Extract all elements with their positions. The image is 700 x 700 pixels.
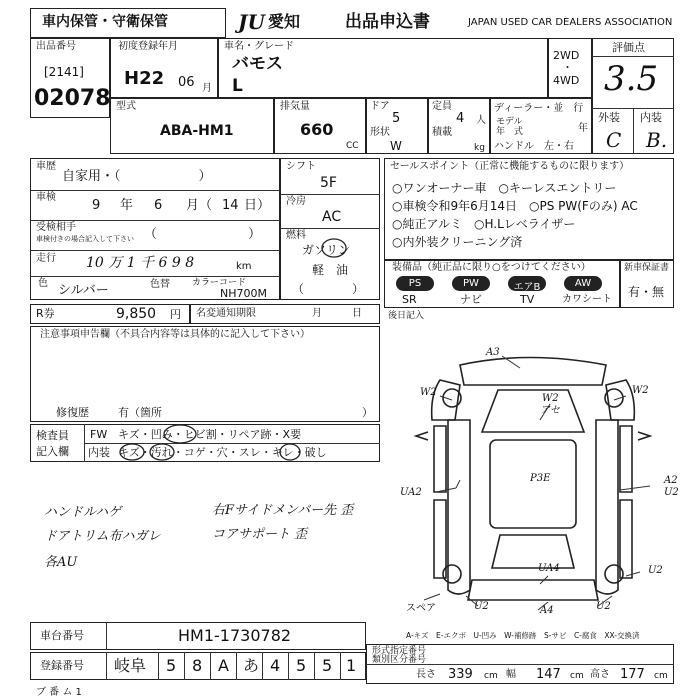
checker-fw-items: キズ・凹み・ヒビ割・リペア跡・X要 bbox=[118, 428, 302, 441]
plate-digit: 1 bbox=[346, 656, 357, 675]
protection-label: 新車保証書 bbox=[624, 263, 670, 273]
mileage-value: 10 万 1 千 6 9 8 bbox=[86, 255, 195, 271]
shape-label: 形状 bbox=[370, 127, 390, 138]
damage-mark: UA4 bbox=[538, 563, 560, 574]
damage-mark: W2 bbox=[542, 393, 559, 404]
registration-month-unit: 月 bbox=[202, 83, 212, 94]
height-value: 177 bbox=[620, 667, 645, 682]
handwritten-note: コアサポート 歪 bbox=[212, 527, 308, 542]
recycle-unit: 円 bbox=[170, 308, 181, 321]
plate-region: 岐阜 bbox=[114, 656, 147, 675]
exterior-score: C bbox=[606, 128, 622, 152]
checker-label-2: 記入欄 bbox=[36, 445, 69, 458]
shift-value: 5F bbox=[320, 175, 337, 191]
equipment-badge-airbag: エアB bbox=[508, 276, 546, 291]
selling-points-title: セールスポイント（正常に機能するものに限ります） bbox=[390, 161, 630, 172]
inspection-month: 6 bbox=[154, 198, 163, 213]
height-label: 高さ bbox=[590, 669, 610, 680]
color-code-value: NH700M bbox=[220, 287, 267, 300]
length-label: 長さ bbox=[416, 669, 436, 680]
score-value: 3.5 bbox=[604, 59, 659, 99]
displacement-value: 660 bbox=[300, 120, 334, 139]
ac-label: 冷房 bbox=[286, 196, 306, 207]
dimensions-class-label: 類別区分番号 bbox=[372, 655, 427, 665]
model-grade: L bbox=[232, 76, 243, 96]
repair-close: ） bbox=[362, 406, 373, 419]
fuel-diesel: 軽 油 bbox=[312, 263, 349, 277]
inspection-year-unit: 年 bbox=[120, 198, 134, 213]
org-name: 愛知 bbox=[268, 12, 301, 31]
ju-logo: JU bbox=[238, 10, 265, 34]
checker-fw-label: FW bbox=[90, 428, 108, 441]
repair-label: 修復歴 bbox=[56, 406, 89, 419]
damage-mark: P3E bbox=[530, 473, 551, 484]
plate-digit: 5 bbox=[166, 656, 177, 675]
damage-mark: W2 bbox=[632, 385, 649, 396]
dealer-year: 年 式 bbox=[496, 127, 524, 137]
inspection-year: 9 bbox=[92, 198, 101, 213]
load-label: 積載 bbox=[432, 127, 452, 138]
dimensions-header: 形式指定番号 bbox=[372, 646, 427, 656]
score-label: 評価点 bbox=[612, 41, 645, 54]
usage-value: 自家用・（ ） bbox=[62, 169, 212, 184]
damage-mark: アセ bbox=[540, 405, 560, 416]
tax-label: 名変通知期限 bbox=[196, 308, 256, 319]
inspection-day: 14 bbox=[222, 198, 239, 213]
fuel-gasoline: ガソリン bbox=[302, 243, 351, 257]
handwritten-note: ドアトリム布ハガレ bbox=[44, 529, 161, 544]
shape-value: W bbox=[390, 139, 402, 153]
lot-number: 02078 bbox=[34, 86, 111, 111]
rear-seat-label: 後日記入 bbox=[388, 311, 425, 321]
selling-point-line: ○内外装クリーニング済 bbox=[392, 235, 523, 249]
damage-mark: A3 bbox=[486, 347, 500, 358]
damage-legend: A-キズ E-エクボ U-凹み W-補修跡 S-サビ C-腐食 XX-交換済 bbox=[406, 631, 640, 640]
displacement-label: 排気量 bbox=[280, 101, 310, 112]
color-change-label: 色替 bbox=[150, 279, 170, 290]
inspection-label: 車検 bbox=[36, 192, 56, 203]
registration-label: 初度登録年月 bbox=[118, 41, 178, 52]
bottom-strip: ブ 番 ム 1 bbox=[36, 687, 82, 698]
model-label: 車名・グレード bbox=[224, 41, 294, 52]
repair-value: 有（箇所 bbox=[118, 406, 162, 419]
color-value: シルバー bbox=[58, 283, 109, 298]
capacity-value: 4 bbox=[456, 111, 465, 126]
equipment-badge-ps: PS bbox=[396, 276, 434, 291]
fuel-label: 燃料 bbox=[286, 230, 306, 241]
equipment-item-sr: SR bbox=[402, 293, 417, 306]
equipment-item-seat: カワシート bbox=[562, 294, 612, 305]
protection-value: 有・無 bbox=[628, 285, 665, 299]
form-title: 出品申込書 bbox=[345, 12, 430, 32]
load-unit: kg bbox=[474, 143, 485, 153]
spare-label: スペア bbox=[406, 603, 436, 614]
selling-point-line: ○純正アルミ ○H.Lレベライザー bbox=[392, 217, 576, 231]
checker-in-label: 内装 bbox=[88, 446, 110, 459]
dealer-handle: ハンドル 左・右 bbox=[494, 141, 574, 152]
equipment-item-tv: TV bbox=[520, 293, 535, 306]
association-name: JAPAN USED CAR DEALERS ASSOCIATION bbox=[468, 17, 673, 28]
equipment-title: 装備品（純正品に限り○をつけてください） bbox=[392, 262, 591, 273]
exterior-label: 外装 bbox=[598, 111, 620, 124]
fuel-other: （ ） bbox=[292, 282, 365, 296]
drive-2wd: 2WD bbox=[553, 49, 580, 62]
storage-label: 車内保管・守衛保管 bbox=[42, 14, 168, 30]
drive-4wd: 4WD bbox=[553, 74, 580, 87]
inspection-month-unit: 月（ bbox=[186, 198, 213, 213]
doors-value: 5 bbox=[392, 111, 401, 126]
width-value: 147 bbox=[536, 667, 561, 682]
receipt-value: （ ） bbox=[144, 227, 262, 242]
tax-month-unit: 月 bbox=[312, 308, 322, 319]
equipment-badge-aw: AW bbox=[564, 276, 602, 291]
equipment-badge-pw: PW bbox=[452, 276, 490, 291]
model-name: バモス bbox=[232, 54, 283, 74]
usage-label: 車歴 bbox=[36, 161, 56, 172]
selling-point-line: ○ワンオーナー車 ○キーレスエントリー bbox=[392, 181, 617, 195]
plate-digit: A bbox=[218, 656, 229, 675]
handwritten-note: 右Fサイドメンバー先 歪 bbox=[212, 503, 354, 518]
handwritten-note: 各AU bbox=[44, 555, 78, 570]
width-label: 幅 bbox=[506, 669, 516, 680]
equipment-item-navi: ナビ bbox=[460, 293, 482, 306]
damage-mark: UA2 bbox=[400, 487, 422, 498]
plate-digit: あ bbox=[243, 656, 260, 675]
checker-label-1: 検査員 bbox=[36, 429, 69, 442]
length-value: 339 bbox=[448, 667, 473, 682]
damage-mark: A2 bbox=[664, 475, 678, 486]
registration-month: 06 bbox=[178, 75, 195, 90]
damage-mark: U2 bbox=[596, 601, 611, 612]
damage-mark: U2 bbox=[648, 565, 663, 576]
height-unit: cm bbox=[654, 671, 668, 681]
damage-mark: W2 bbox=[420, 387, 437, 398]
length-unit: cm bbox=[484, 671, 498, 681]
type-label: 型式 bbox=[116, 101, 136, 112]
doors-label: ドア bbox=[370, 101, 390, 112]
lot-sub-number: [2141] bbox=[44, 65, 84, 79]
dealer-model: モデル bbox=[496, 117, 523, 127]
plate-digit: 8 bbox=[192, 656, 203, 675]
checker-in-items: キズ・汚れ・コゲ・穴・スレ・キレ・破し bbox=[118, 446, 327, 459]
damage-mark: U2 bbox=[474, 601, 489, 612]
width-unit: cm bbox=[570, 671, 584, 681]
damage-mark: U2 bbox=[664, 487, 679, 498]
shift-label: シフト bbox=[286, 161, 316, 172]
capacity-unit: 人 bbox=[476, 115, 486, 126]
inspection-day-unit: 日） bbox=[244, 198, 271, 213]
displacement-unit: CC bbox=[346, 141, 359, 151]
type-value: ABA-HM1 bbox=[160, 123, 234, 139]
mileage-label: 走行 bbox=[36, 253, 56, 264]
plate-digit: 5 bbox=[296, 656, 307, 675]
plate-digit: 4 bbox=[270, 656, 281, 675]
recycle-label: R券 bbox=[36, 307, 55, 320]
registration-year: H22 bbox=[124, 68, 165, 89]
drive-dot: ・ bbox=[562, 61, 573, 74]
receipt-label: 受検相手 bbox=[36, 222, 76, 233]
interior-label: 内装 bbox=[640, 111, 662, 124]
capacity-label: 定員 bbox=[432, 101, 452, 112]
handwritten-note: ハンドルハゲ bbox=[44, 505, 122, 520]
plate-digit: 5 bbox=[322, 656, 333, 675]
dealer-year-unit: 年 bbox=[578, 123, 588, 134]
recycle-value: 9,850 bbox=[116, 306, 157, 322]
receipt-note: 車検付きの場合記入して下さい bbox=[36, 235, 134, 243]
chassis-label: 車台番号 bbox=[40, 629, 84, 642]
ac-value: AC bbox=[322, 209, 342, 225]
damage-mark: A4 bbox=[540, 605, 554, 616]
selling-point-line: ○車検令和9年6月14日 ○PS PW(Fのみ) AC bbox=[392, 199, 638, 213]
interior-score: B. bbox=[646, 128, 668, 152]
dealer-line1: ディーラー・並 行 bbox=[494, 103, 584, 114]
lot-label: 出品番号 bbox=[36, 41, 76, 52]
plate-label: 登録番号 bbox=[40, 659, 84, 672]
notes-title: 注意事項申告欄（不具合内容等は具体的に記入して下さい） bbox=[40, 329, 310, 340]
mileage-unit: km bbox=[236, 261, 252, 272]
tax-day-unit: 日 bbox=[352, 308, 362, 319]
color-code-label: カラーコード bbox=[192, 278, 247, 288]
color-label: 色 bbox=[38, 278, 48, 289]
chassis-value: HM1-1730782 bbox=[178, 626, 292, 645]
